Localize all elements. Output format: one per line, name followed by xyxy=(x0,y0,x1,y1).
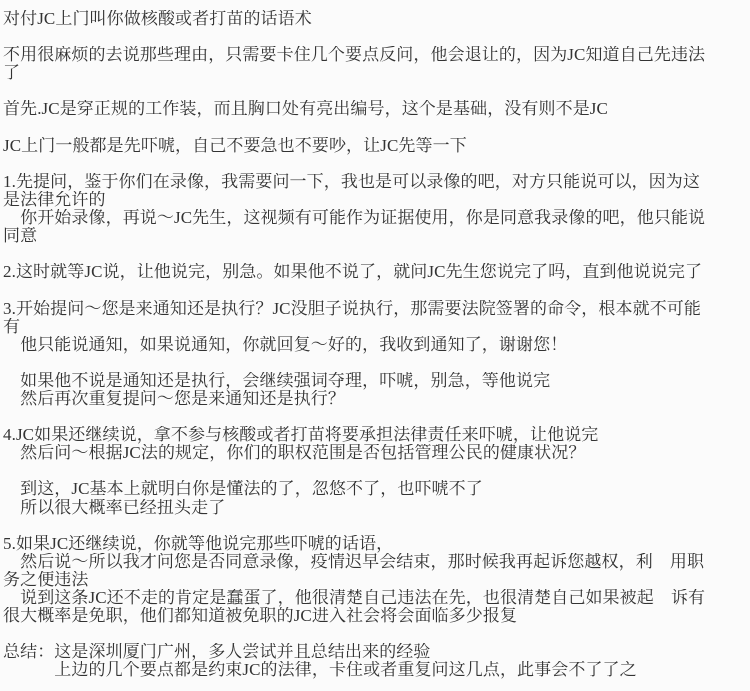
blank-line xyxy=(3,625,748,643)
text-line: 是法律允许的 xyxy=(3,190,106,209)
text-line: 说到这条JC还不走的肯定是蠢蛋了，他很清楚自己违法在先，也很清楚自己如果被起 诉有 xyxy=(3,589,706,607)
text-line: 然后再次重复提问～您是来通知还是执行？ xyxy=(3,389,345,408)
text-line: 有 xyxy=(3,317,21,336)
text-line-item-4: 4.JC如果还继续说，拿不参与核酸或者打苗将要承担法律责任来吓唬，让他说完 xyxy=(3,426,599,445)
text-line: 了 xyxy=(3,64,21,83)
text-line: 首先.JC是穿正规的工作装，而且胸口处有亮出编号，这个是基础，没有则不是JC xyxy=(3,100,608,119)
text-line: 如果他不说是通知还是执行，会继续强词夺理，吓唬，别急，等他说完 xyxy=(3,371,551,390)
text-line: 然后说～所以我才问您是否同意录像，疫情迟早会结束，那时候我再起诉您越权，利 用职 xyxy=(3,552,705,571)
blank-line xyxy=(3,462,748,480)
text-line-item-5: 5.如果JC还继续说，你就等他说完那些吓唬的话语， xyxy=(3,534,394,553)
blank-line xyxy=(3,28,748,46)
text-line: 务之便违法 xyxy=(3,570,89,589)
blank-line xyxy=(3,517,748,535)
text-line-summary: 总结：这是深圳厦门广州，多人尝试并且总结出来的经验 xyxy=(3,643,431,662)
text-line-item-1: 1.先提问，鉴于你们在录像，我需要问一下，我也是可以录像的吧，对方只能说可以，因为这 xyxy=(3,172,700,191)
blank-line xyxy=(3,408,748,426)
blank-line xyxy=(3,82,748,100)
text-line: 同意 xyxy=(3,227,38,246)
blank-line xyxy=(3,354,748,372)
text-line: 所以很大概率已经扭头走了 xyxy=(3,498,226,517)
text-line: 很大概率是免职，他们都知道被免职的JC进入社会将会面临多少报复 xyxy=(3,607,518,626)
text-line: 上边的几个要点都是约束JC的法律，卡住或者重复问这几点，此事会不了了之 xyxy=(3,661,637,680)
blank-line xyxy=(3,155,748,173)
text-line-item-3: 3.开始提问～您是来通知还是执行？JC没胆子说执行，那需要法院签署的命令，根本就不可能 xyxy=(3,299,702,318)
text-line: JC上门一般都是先吓唬，自己不要急也不要吵，让JC先等一下 xyxy=(3,136,467,155)
text-line: 然后问～根据JC法的规定，你们的职权范围是否包括管理公民的健康状况？ xyxy=(3,444,586,463)
blank-line xyxy=(3,245,748,263)
text-line: 你开始录像，再说～JC先生，这视频有可能作为证据使用，你是同意我录像的吧，他只能说 xyxy=(3,209,706,228)
text-line: 他只能说通知，如果说通知，你就回复～好的，我收到通知了，谢谢您！ xyxy=(3,335,568,354)
blank-line xyxy=(3,281,748,299)
text-line: 不用很麻烦的去说那些理由，只需要卡住几个要点反问，他会退让的，因为JC知道自己先违法 xyxy=(3,46,706,65)
text-line: 到这，JC基本上就明白你是懂法的了，忽悠不了，也吓唬不了 xyxy=(3,480,483,499)
text-line-item-2: 2.这时就等JC说，让他说完，别急。如果他不说了，就问JC先生您说完了吗，直到他说说完了 xyxy=(3,263,703,282)
blank-line xyxy=(3,119,748,137)
document-title: 对付JC上门叫你做核酸或者打苗的话语术 xyxy=(3,10,312,28)
